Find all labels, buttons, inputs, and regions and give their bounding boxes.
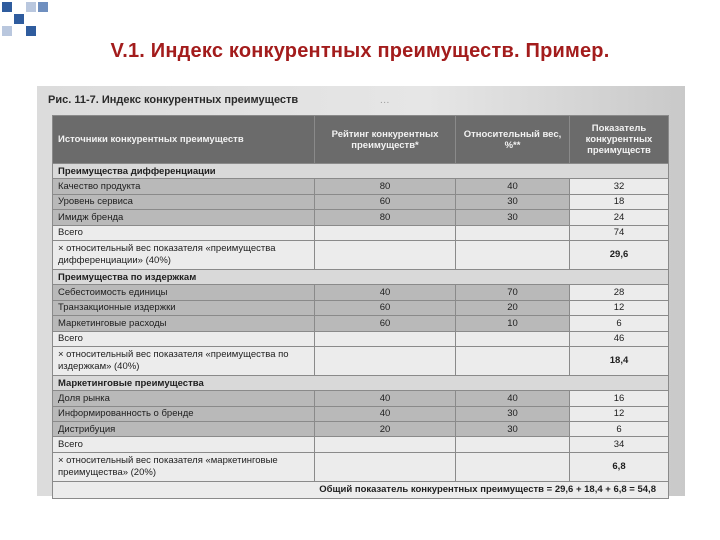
col-header-source: Источники конкурентных преимуществ	[53, 116, 315, 164]
table-row	[53, 194, 669, 209]
item-name: Качество продукта	[53, 179, 315, 194]
caption-bleedthrough: ...	[380, 95, 390, 106]
empty-cell	[315, 331, 456, 346]
total-row	[53, 331, 669, 346]
item-name: Уровень сервиса	[53, 194, 315, 209]
item-weight: 40	[456, 391, 570, 406]
empty-cell	[315, 346, 456, 375]
overall-row	[53, 481, 669, 498]
weighted-value: 18,4	[570, 346, 669, 375]
table-row	[53, 422, 669, 437]
item-name: Маркетинговые расходы	[53, 316, 315, 331]
weighted-label: × относительный вес показателя «маркетинговые преимущества» (20%)	[53, 452, 315, 481]
item-weight: 30	[456, 422, 570, 437]
col-header-index: Показатель конкурентных преимуществ	[570, 116, 669, 164]
deco-square	[26, 2, 36, 12]
empty-cell	[315, 225, 456, 240]
section-row	[53, 164, 669, 179]
item-rating: 60	[315, 194, 456, 209]
total-label: Всего	[53, 331, 315, 346]
item-index: 32	[570, 179, 669, 194]
empty-cell	[456, 240, 570, 269]
empty-cell	[456, 225, 570, 240]
item-name: Себестоимость единицы	[53, 285, 315, 300]
overall-total: Общий показатель конкурентных преимуществ = 29,6 + 18,4 + 6,8 = 54,8	[53, 481, 669, 498]
weighted-label: × относительный вес показателя «преимущества по издержкам» (40%)	[53, 346, 315, 375]
weighted-label: × относительный вес показателя «преимущества дифференциации» (40%)	[53, 240, 315, 269]
item-rating: 60	[315, 300, 456, 315]
table-row	[53, 179, 669, 194]
weighted-row	[53, 240, 669, 269]
slide-title: V.1. Индекс конкурентных преимуществ. Пример.	[110, 40, 610, 62]
item-name: Имидж бренда	[53, 210, 315, 225]
table-row	[53, 300, 669, 315]
competitive-advantage-table	[52, 115, 669, 499]
item-name: Информированность о бренде	[53, 406, 315, 421]
section-title: Преимущества по издержкам	[53, 269, 669, 284]
item-index: 18	[570, 194, 669, 209]
item-index: 12	[570, 406, 669, 421]
table-row	[53, 391, 669, 406]
corner-squares-decoration	[0, 0, 60, 45]
total-value: 74	[570, 225, 669, 240]
figure-caption: Рис. 11-7. Индекс конкурентных преимуществ	[48, 94, 299, 106]
item-rating: 40	[315, 391, 456, 406]
item-weight: 20	[456, 300, 570, 315]
weighted-row	[53, 452, 669, 481]
table-row	[53, 316, 669, 331]
item-weight: 10	[456, 316, 570, 331]
empty-cell	[456, 437, 570, 452]
empty-cell	[315, 452, 456, 481]
table-row	[53, 210, 669, 225]
item-rating: 80	[315, 179, 456, 194]
section-row	[53, 375, 669, 390]
section-title: Преимущества дифференциации	[53, 164, 669, 179]
item-index: 12	[570, 300, 669, 315]
empty-cell	[315, 240, 456, 269]
table-header-row	[53, 116, 669, 164]
item-name: Дистрибуция	[53, 422, 315, 437]
item-index: 24	[570, 210, 669, 225]
section-title: Маркетинговые преимущества	[53, 375, 669, 390]
total-label: Всего	[53, 225, 315, 240]
col-header-rating: Рейтинг конкурентных преимуществ*	[315, 116, 456, 164]
item-index: 28	[570, 285, 669, 300]
item-weight: 70	[456, 285, 570, 300]
section-row	[53, 269, 669, 284]
table-row	[53, 285, 669, 300]
weighted-row	[53, 346, 669, 375]
item-rating: 40	[315, 285, 456, 300]
empty-cell	[456, 346, 570, 375]
item-index: 6	[570, 422, 669, 437]
empty-cell	[456, 331, 570, 346]
item-name: Доля рынка	[53, 391, 315, 406]
total-value: 46	[570, 331, 669, 346]
item-weight: 30	[456, 210, 570, 225]
item-rating: 80	[315, 210, 456, 225]
deco-square	[26, 26, 36, 36]
table-row	[53, 406, 669, 421]
item-rating: 60	[315, 316, 456, 331]
item-name: Транзакционные издержки	[53, 300, 315, 315]
item-index: 16	[570, 391, 669, 406]
weighted-value: 29,6	[570, 240, 669, 269]
weighted-value: 6,8	[570, 452, 669, 481]
col-header-weight: Относительный вес, %**	[456, 116, 570, 164]
item-index: 6	[570, 316, 669, 331]
item-weight: 40	[456, 179, 570, 194]
total-row	[53, 225, 669, 240]
table-body	[53, 164, 669, 482]
item-weight: 30	[456, 406, 570, 421]
deco-square	[14, 14, 24, 24]
empty-cell	[456, 452, 570, 481]
total-row	[53, 437, 669, 452]
item-weight: 30	[456, 194, 570, 209]
deco-square	[38, 2, 48, 12]
empty-cell	[315, 437, 456, 452]
deco-square	[2, 26, 12, 36]
item-rating: 20	[315, 422, 456, 437]
item-rating: 40	[315, 406, 456, 421]
total-label: Всего	[53, 437, 315, 452]
deco-square	[2, 2, 12, 12]
total-value: 34	[570, 437, 669, 452]
